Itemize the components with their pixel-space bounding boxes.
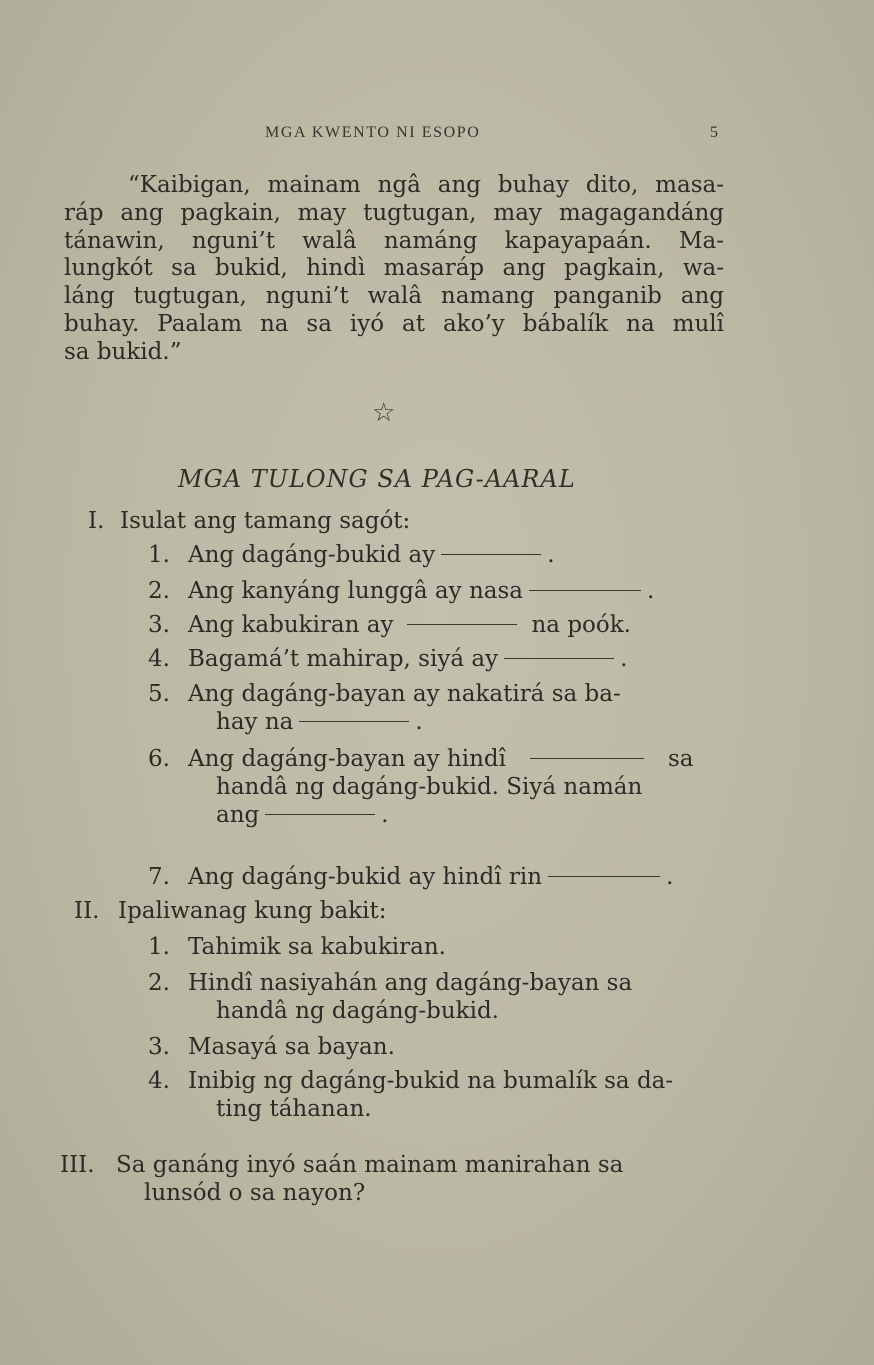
answer-blank [504,658,614,659]
item-end: . [415,709,423,735]
item-number: 5. [148,681,170,707]
item-text: Inibig ng dagáng-bukid na bumalík sa da- [188,1068,674,1094]
item-text: Ang kabukiran ay [188,612,394,638]
list-item [188,746,694,772]
item-end: . [547,542,555,568]
item-text: Ang dagáng-bayan ay nakatirá sa ba- [188,681,621,707]
paragraph-line: ráp ang pagkain, may tugtugan, may magagandáng [64,199,724,226]
part1-instruction: Isulat ang tamang sagót: [120,508,411,534]
item-end: . [620,646,628,672]
part2-instruction: Ipaliwanag kung bakit: [118,898,387,924]
part3-question: Sa ganáng inyó saán mainam manirahan sa [116,1152,624,1178]
part1-roman: I. [88,508,105,534]
answer-blank [441,554,541,555]
item-text: Ang dagáng-bayan ay hindî [188,746,506,772]
item-number: 2. [148,970,170,996]
item-text: ting táhanan. [216,1096,372,1122]
item-text: Masayá sa bayan. [188,1034,395,1060]
item-text: Tahimik sa kabukiran. [188,934,446,960]
story-paragraph [64,172,724,367]
item-end: . [381,802,389,828]
item-number: 3. [148,612,170,638]
list-item [188,864,673,890]
answer-blank [530,758,644,759]
paragraph-line: lungkót sa bukid, hindì masaráp ang pagkain, wa- [64,255,724,282]
item-number: 1. [148,542,170,568]
item-number: 2. [148,578,170,604]
paragraph-line: láng tugtugan, nguni’t walâ namang panganib ang [64,283,724,310]
list-item [188,646,627,672]
item-number: 4. [148,646,170,672]
running-title: MGA KWENTO NI ESOPO [265,124,481,141]
list-item [216,709,423,735]
item-number: 4. [148,1068,170,1094]
list-item [216,802,389,828]
paragraph-line: tánawin, nguni’t walâ namáng kapayapaán. Ma- [64,227,724,254]
item-text: Bagamá’t mahirap, siyá ay [188,646,499,672]
item-text-after: sa [667,746,694,772]
item-text: handâ ng dagáng-bukid. Siyá namán [216,774,643,800]
list-item [188,578,654,604]
item-number: 6. [148,746,170,772]
answer-blank [265,814,375,815]
paragraph-line: “Kaibigan, mainam ngâ ang buhay dito, masa- [128,172,724,198]
section-title: MGA TULONG SA PAG-AARAL [178,465,576,493]
item-text: Ang dagáng-bukid ay [188,542,436,568]
part3-question-cont: lunsód o sa nayon? [144,1180,366,1206]
star-ornament-icon: ☆ [372,398,396,428]
item-end: . [646,578,655,604]
item-number: 7. [148,864,170,890]
item-text: handâ ng dagáng-bukid. [216,998,499,1024]
item-number: 1. [148,934,170,960]
page-number: 5 [710,124,718,141]
part2-roman: II. [74,898,100,924]
item-text: Hindî nasiyahán ang dagáng-bayan sa [188,970,633,996]
answer-blank [299,721,409,722]
item-text: Ang dagáng-bukid ay hindî rin [188,864,543,890]
paragraph-line: sa bukid.” [64,338,182,365]
item-end: . [666,864,674,890]
item-text-after: na poók. [531,612,631,638]
item-text: ang [216,802,260,828]
item-text: Ang kanyáng lunggâ ay nasa [188,578,523,604]
answer-blank [529,590,641,591]
item-text: hay na [216,709,294,735]
part3-roman: III. [60,1152,95,1178]
list-item [188,542,555,568]
list-item [188,612,631,638]
paragraph-line: buhay. Paalam na sa iyó at ako’y bábalík na mulî [64,310,724,337]
item-number: 3. [148,1034,170,1060]
answer-blank [548,876,660,877]
answer-blank [407,624,517,625]
